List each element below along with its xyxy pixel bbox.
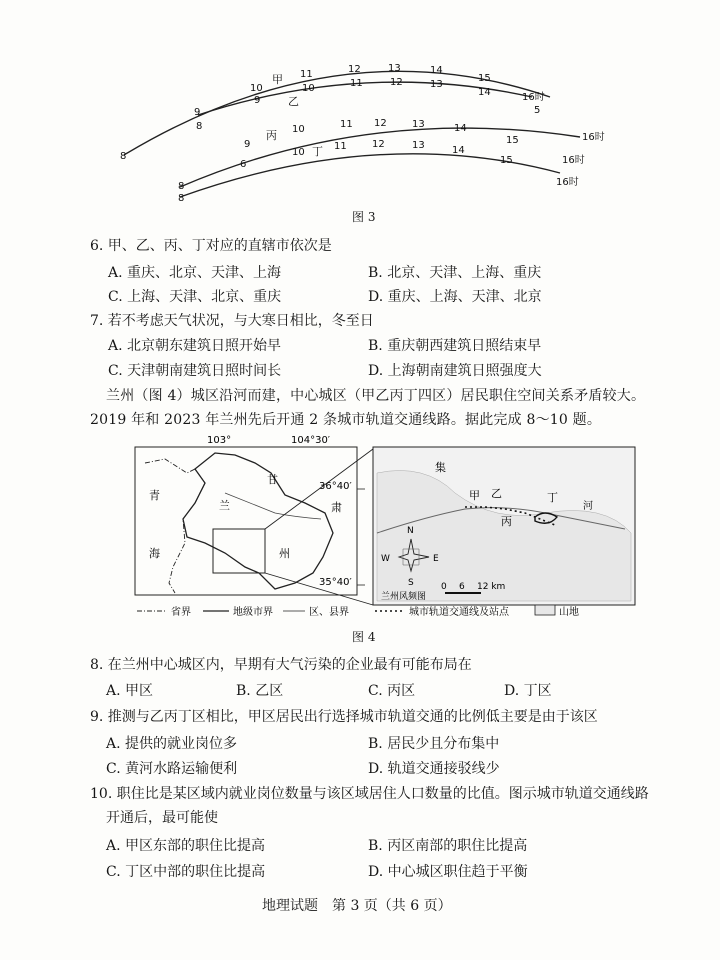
q9-stem: 9. 推测与乙丙丁区相比，甲区居民出行选择城市轨道交通的比例低主要是由于该区 bbox=[90, 709, 598, 725]
label-lan: 兰 bbox=[219, 499, 230, 512]
legend-city: 地级市界 bbox=[233, 607, 273, 618]
label-bing: 丙 bbox=[501, 515, 512, 528]
city-boundary bbox=[183, 453, 333, 589]
label-15c: 15 bbox=[506, 135, 519, 146]
label-hai: 海 bbox=[149, 547, 160, 560]
legend-metro: 城市轨道交通线及站点 bbox=[409, 607, 509, 618]
label-11b: 11 bbox=[350, 78, 363, 89]
q6-stem: 6. 甲、乙、丙、丁对应的直辖市依次是 bbox=[90, 238, 332, 254]
label-ji: 集 bbox=[435, 461, 446, 474]
rose-label: 兰州风频图 bbox=[381, 592, 427, 602]
label-13c: 13 bbox=[412, 119, 425, 130]
label-12d: 12 bbox=[372, 139, 385, 150]
legend-province: 省界 bbox=[171, 607, 191, 618]
label-qing: 青 bbox=[149, 489, 160, 502]
label-15a: 15 bbox=[478, 73, 491, 84]
label-10d: 10 bbox=[292, 147, 305, 158]
figure-4-caption: 图 4 bbox=[352, 630, 376, 644]
q8-option-c[interactable]: C. 丙区 bbox=[368, 683, 416, 699]
label-8b: 8 bbox=[196, 121, 203, 132]
legend-mountain: 山地 bbox=[559, 607, 579, 618]
q7-option-c[interactable]: C. 天津朝南建筑日照时间长 bbox=[108, 363, 282, 379]
lat-3640-label: 36°40′ bbox=[319, 481, 352, 492]
intro-line-2: 2019 年和 2023 年兰州先后开通 2 条城市轨道交通线路。据此完成 8～10 题。 bbox=[90, 412, 602, 428]
q9-option-a[interactable]: A. 提供的就业岗位多 bbox=[106, 736, 238, 752]
label-14a: 14 bbox=[430, 65, 443, 76]
q8-stem: 8. 在兰州中心城区内，早期有大气污染的企业最有可能布局在 bbox=[90, 657, 472, 673]
lon-103-label: 103° bbox=[207, 435, 232, 446]
intro-line-1: 兰州（图 4）城区沿河而建，中心城区（甲乙丙丁四区）居民职住空间关系矛盾较大。 bbox=[106, 388, 646, 404]
q7-option-a[interactable]: A. 北京朝东建筑日照开始早 bbox=[108, 338, 282, 354]
scale-0: 0 bbox=[441, 582, 447, 592]
label-yi: 乙 bbox=[491, 487, 502, 500]
q6-option-b[interactable]: B. 北京、天津、上海、重庆 bbox=[368, 265, 542, 281]
q10-option-c[interactable]: C. 丁区中部的职住比提高 bbox=[106, 864, 266, 880]
label-su: 肃 bbox=[331, 501, 342, 514]
label-9c: 9 bbox=[244, 139, 251, 150]
label-12a: 12 bbox=[348, 64, 361, 75]
q10-option-a[interactable]: A. 甲区东部的职住比提高 bbox=[106, 838, 266, 854]
label-he: 河 bbox=[583, 501, 593, 512]
q10-option-d[interactable]: D. 中心城区职住趋于平衡 bbox=[368, 864, 528, 880]
scale-12: 12 km bbox=[477, 582, 506, 592]
label-8a: 8 bbox=[120, 151, 127, 162]
label-12b: 12 bbox=[390, 77, 403, 88]
label-10b: 10 bbox=[302, 83, 315, 94]
q6-option-a[interactable]: A. 重庆、北京、天津、上海 bbox=[108, 265, 282, 281]
label-9b: 9 bbox=[254, 95, 261, 106]
figure-3-caption: 图 3 bbox=[352, 210, 376, 224]
label-8d: 8 bbox=[178, 193, 185, 204]
figure-3-diagram bbox=[110, 55, 610, 205]
label-16d: 16时 bbox=[562, 155, 585, 166]
label-6d: 6 bbox=[240, 159, 247, 170]
province-boundary bbox=[145, 459, 205, 593]
scale-6: 6 bbox=[459, 582, 465, 592]
page-footer: 地理试题 第 3 页（共 6 页） bbox=[262, 898, 452, 914]
q7-stem: 7. 若不考虑天气状况，与大寒日相比，冬至日 bbox=[90, 313, 374, 329]
label-16c: 16时 bbox=[582, 132, 605, 143]
yellow-river bbox=[225, 493, 321, 519]
label-jia: 甲 bbox=[469, 489, 480, 502]
q7-option-b[interactable]: B. 重庆朝西建筑日照结束早 bbox=[368, 338, 542, 354]
q8-option-b[interactable]: B. 乙区 bbox=[236, 683, 284, 699]
lon-10430-label: 104°30′ bbox=[291, 435, 331, 446]
q10-stem-line-2: 开通后，最可能使 bbox=[106, 810, 218, 826]
q6-option-d[interactable]: D. 重庆、上海、天津、北京 bbox=[368, 289, 542, 305]
marker-ding: 丁 bbox=[312, 145, 323, 158]
figure-4-map bbox=[125, 433, 645, 623]
label-15d: 15 bbox=[500, 155, 513, 166]
compass-e: E bbox=[433, 554, 439, 564]
label-8c: 8 bbox=[178, 181, 185, 192]
q10-option-b[interactable]: B. 丙区南部的职住比提高 bbox=[368, 838, 528, 854]
label-11a: 11 bbox=[300, 69, 313, 80]
label-12c: 12 bbox=[374, 118, 387, 129]
label-11c: 11 bbox=[340, 119, 353, 130]
compass-w: W bbox=[381, 554, 390, 564]
q9-option-c[interactable]: C. 黄河水路运输便利 bbox=[106, 761, 238, 777]
label-10a: 10 bbox=[250, 83, 263, 94]
q8-option-d[interactable]: D. 丁区 bbox=[504, 683, 552, 699]
q8-option-a[interactable]: A. 甲区 bbox=[106, 683, 154, 699]
q10-stem-line-1: 10. 职住比是某区域内就业岗位数量与该区域居住人口数量的比值。图示城市轨道交通线路 bbox=[90, 786, 649, 802]
q7-option-d[interactable]: D. 上海朝南建筑日照强度大 bbox=[368, 363, 542, 379]
marker-jia: 甲 bbox=[272, 73, 283, 86]
legend-district: 区、县界 bbox=[309, 607, 349, 618]
label-13d: 13 bbox=[412, 140, 425, 151]
label-14c: 14 bbox=[454, 123, 467, 134]
label-10c: 10 bbox=[292, 124, 305, 135]
label-11d: 11 bbox=[334, 141, 347, 152]
q9-option-b[interactable]: B. 居民少且分布集中 bbox=[368, 736, 500, 752]
label-16a: 16时 bbox=[522, 92, 545, 103]
legend bbox=[137, 605, 579, 618]
compass-s: S bbox=[408, 578, 414, 588]
marker-bing: 丙 bbox=[266, 129, 277, 142]
label-16e: 16时 bbox=[556, 177, 579, 188]
compass-n: N bbox=[407, 526, 414, 536]
label-gan: 甘 bbox=[267, 473, 278, 486]
label-5b: 5 bbox=[534, 105, 541, 116]
q6-option-c[interactable]: C. 上海、天津、北京、重庆 bbox=[108, 289, 282, 305]
label-ding: 丁 bbox=[547, 491, 558, 504]
marker-yi: 乙 bbox=[288, 95, 299, 108]
lat-3540-label: 35°40′ bbox=[319, 577, 352, 588]
q9-option-d[interactable]: D. 轨道交通接驳线少 bbox=[368, 761, 500, 777]
label-zhou: 州 bbox=[279, 547, 290, 560]
label-13a: 13 bbox=[388, 63, 401, 74]
label-9a: 9 bbox=[194, 107, 201, 118]
label-13b: 13 bbox=[430, 79, 443, 90]
label-14b: 14 bbox=[478, 87, 491, 98]
label-14d: 14 bbox=[452, 145, 465, 156]
